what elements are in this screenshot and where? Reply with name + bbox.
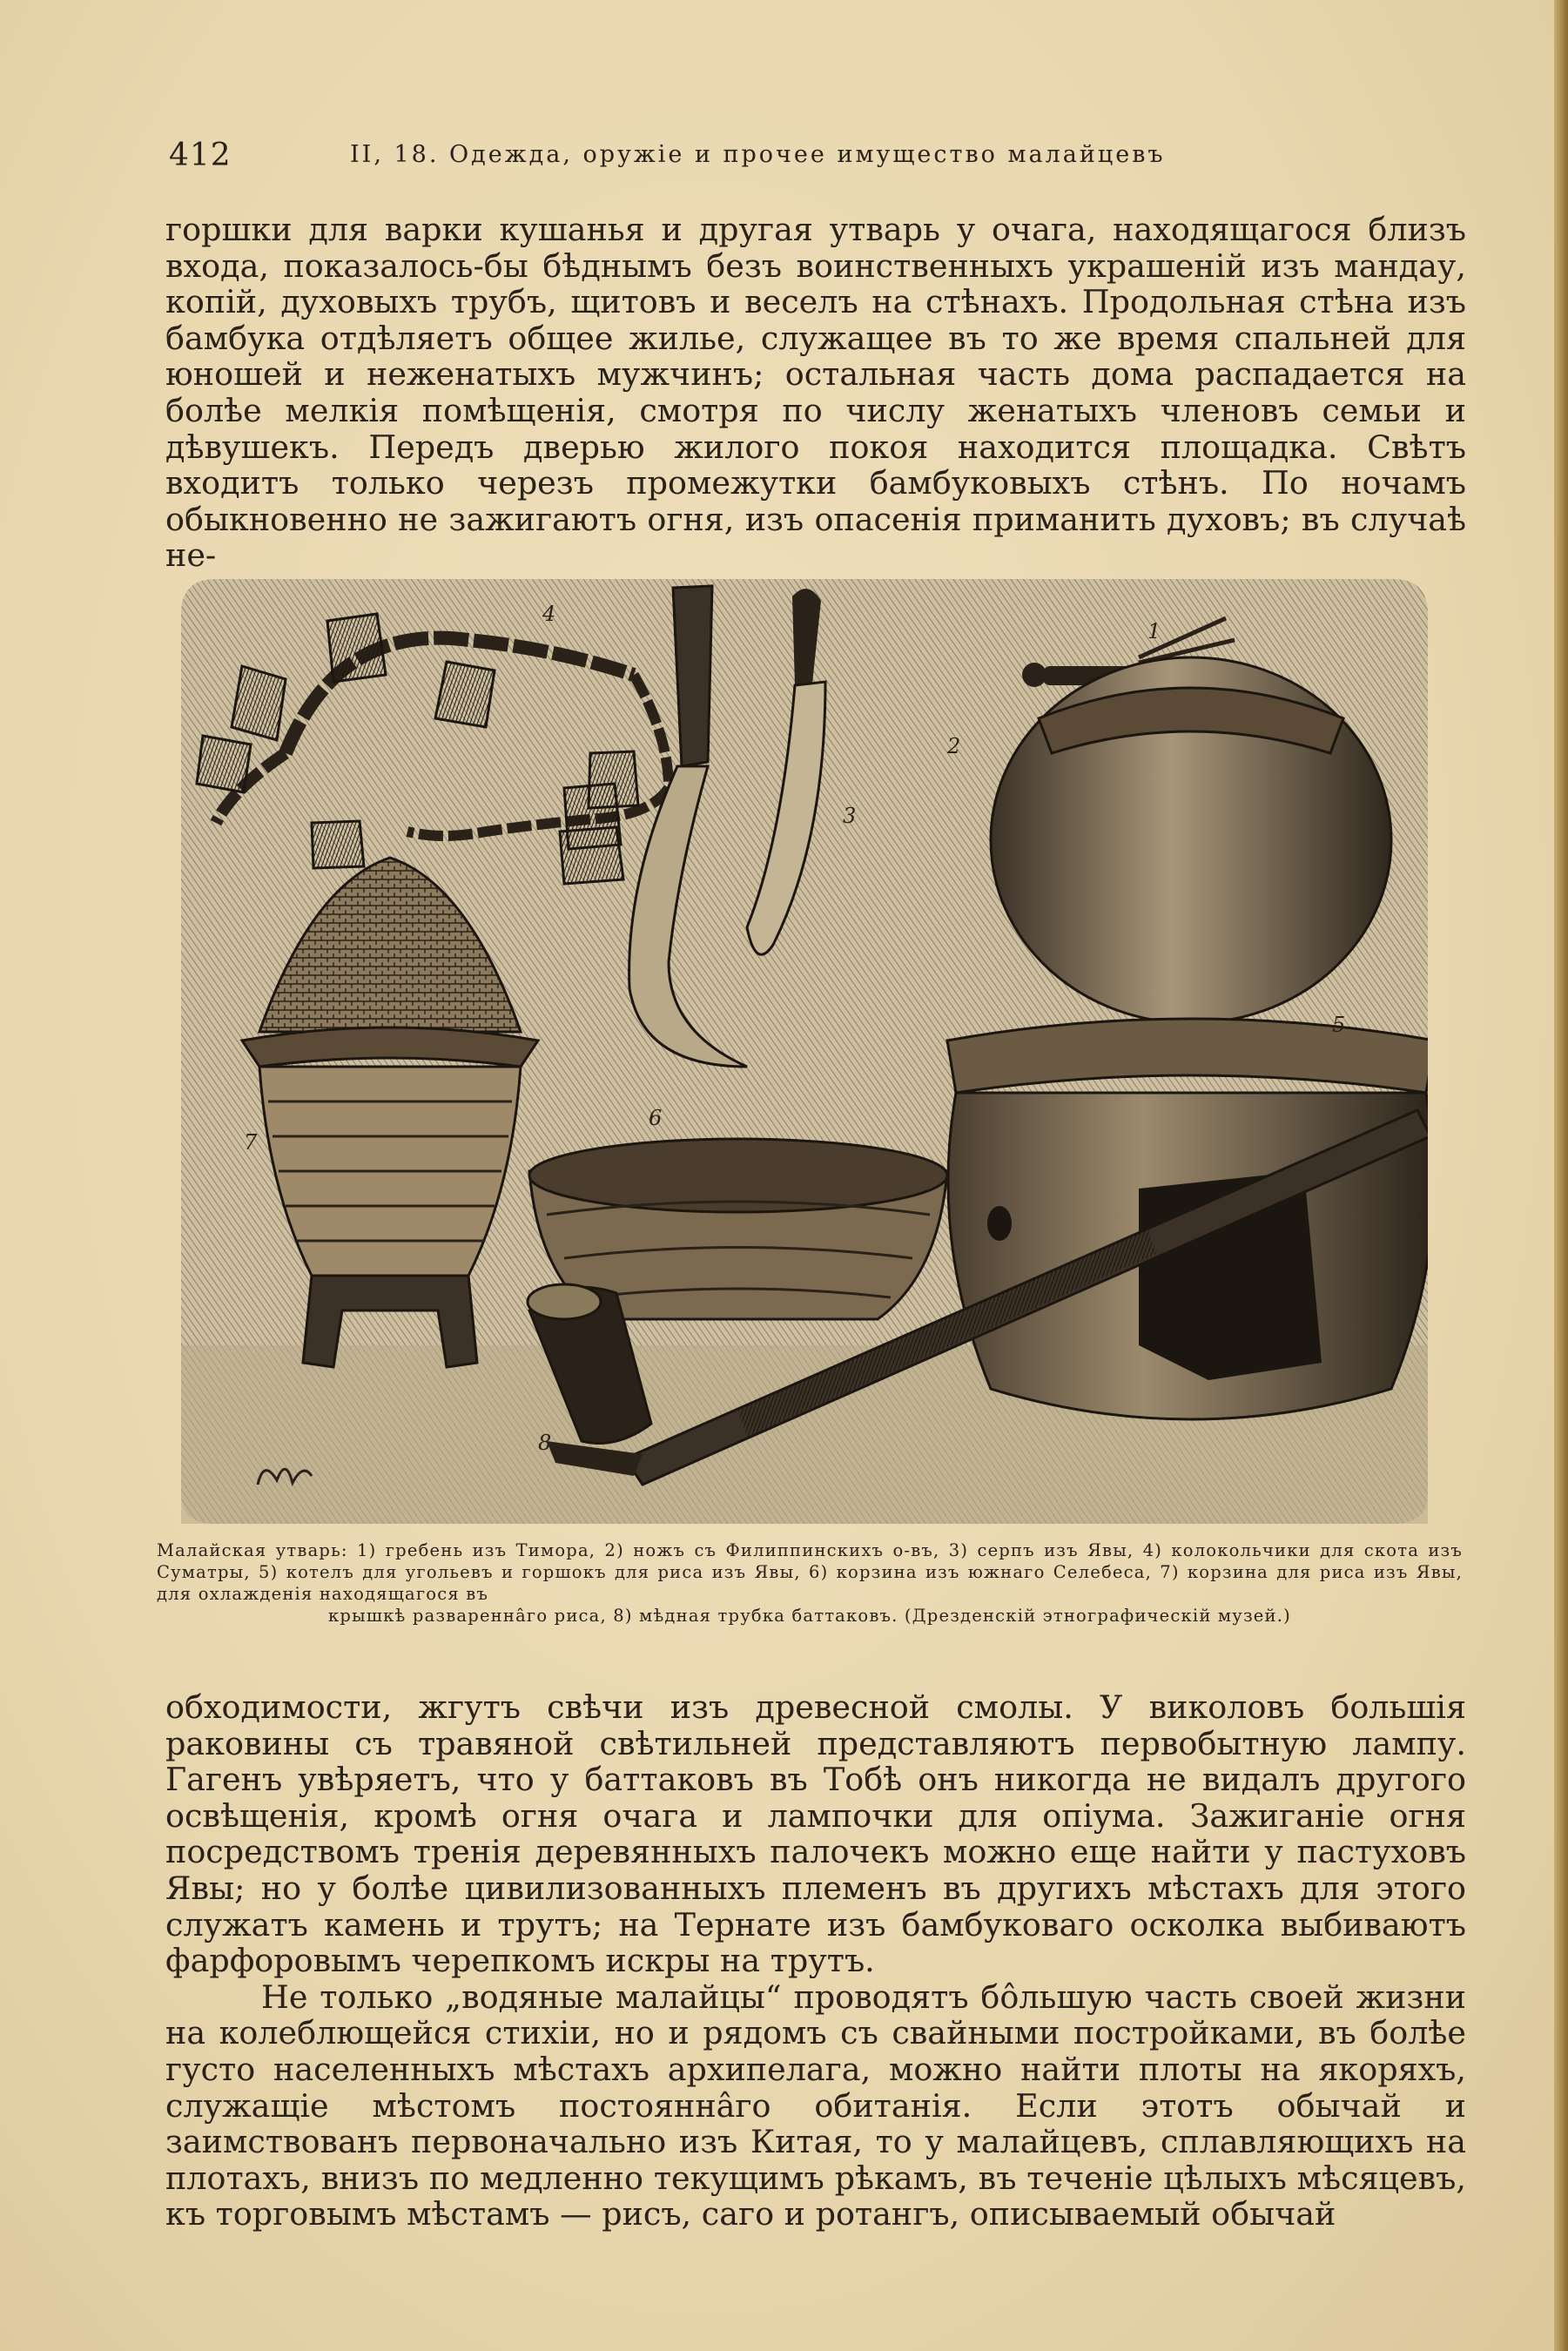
text-top: [165, 212, 1466, 574]
paragraph: Не только „водяные малайцы“ проводятъ бо̂льшую часть своей жизни на колеблющейся стихіи, но и рядомъ съ свайными постройками, въ болѣе густо населенныхъ мѣстахъ архипелага, можно найти плоты на якоряхъ, служащіе мѣстомъ постоянна̂го обитанія. Если этотъ обычай и заимствованъ первоначально изъ Китая, то у малайцевъ, сплавляющихъ на плотахъ, внизъ по медленно текущимъ рѣкамъ, въ теченіе цѣлыхъ мѣсяцевъ, къ торговымъ мѣстамъ — рисъ, саго и ротангъ, описываемый обычай: [165, 1977, 1466, 2233]
rice-pot: [991, 657, 1391, 1023]
figure-label-6: 6: [649, 1106, 663, 1130]
page-header: [165, 138, 1471, 181]
paragraph: обходимости, жгутъ свѣчи изъ древесной смолы. У виколовъ большія раковины съ травяной свѣтильней представляютъ первобытную лампу. Гагенъ увѣряетъ, что у баттаковъ въ Тобѣ онъ никогда не видалъ другого освѣщенія, кромѣ огня очага и лампочки для опіума. Зажиганіе огня посредствомъ тренія деревянныхъ палочекъ можно еще найти у пастуховъ Явы; но у болѣе цивилизованныхъ племенъ въ другихъ мѣстахъ для этого служатъ камень и трутъ; на Тернате изъ бамбуковаго осколка выбиваютъ фарфоровымъ черепкомъ искры на трутъ.: [165, 1688, 1466, 1980]
page-edge: [1554, 0, 1568, 2351]
engraving-figure: [181, 579, 1428, 1524]
figure-label-5: 5: [1332, 1013, 1346, 1037]
engraving-illustration: [181, 579, 1428, 1524]
text-bottom: [165, 1689, 1466, 2233]
running-head: II, 18. Одежда, оружіе и прочее имущество малайцевъ: [350, 141, 1166, 168]
page-number: 412: [169, 138, 232, 173]
figure-caption: [157, 1539, 1463, 1627]
figure-label-7: 7: [244, 1130, 258, 1155]
figure-label-1: 1: [1147, 619, 1161, 643]
caption-text: Малайская утварь: 1) гребень изъ Тимора, 2) ножъ съ Филиппинскихъ о-въ, 3) серпъ изъ Явы, 4) колокольчики для скота изъ Суматры, 5) котелъ для угольевъ и горшокъ для риса изъ Явы, 6) корзина изъ южнаго Селебеса, 7) корзина для риса изъ Явы, для охлажденія находящагося въ: [157, 1540, 1463, 1604]
figure-label-3: 3: [843, 804, 857, 828]
figure-label-8: 8: [538, 1431, 552, 1455]
figure-label-4: 4: [542, 602, 556, 626]
paragraph: горшки для варки кушанья и другая утварь у очага, находящагося близъ входа, показалось-бы бѣднымъ безъ воинственныхъ украшеній изъ мандау, копій, духовыхъ трубъ, щитовъ и веселъ на стѣнахъ. Продольная стѣна изъ бамбука отдѣляетъ общее жилье, служащее въ то же время спальней для юношей и неженатыхъ мужчинъ; остальная часть дома распадается на болѣе мелкія помѣщенія, смотря по числу женатыхъ членовъ семьи и дѣвушекъ. Передъ дверью жилого покоя находится площадка. Свѣтъ входитъ только черезъ промежутки бамбуковыхъ стѣнъ. По ночамъ обыкновенно не зажигаютъ огня, изъ опасенія приманить духовъ; въ случаѣ не-: [165, 211, 1466, 575]
caption-last-line: крышкѣ разваренна̂го риса, 8) мѣдная трубка баттаковъ. (Дрезденскій этнографическій музей.): [328, 1606, 1291, 1626]
figure-label-2: 2: [947, 734, 961, 758]
